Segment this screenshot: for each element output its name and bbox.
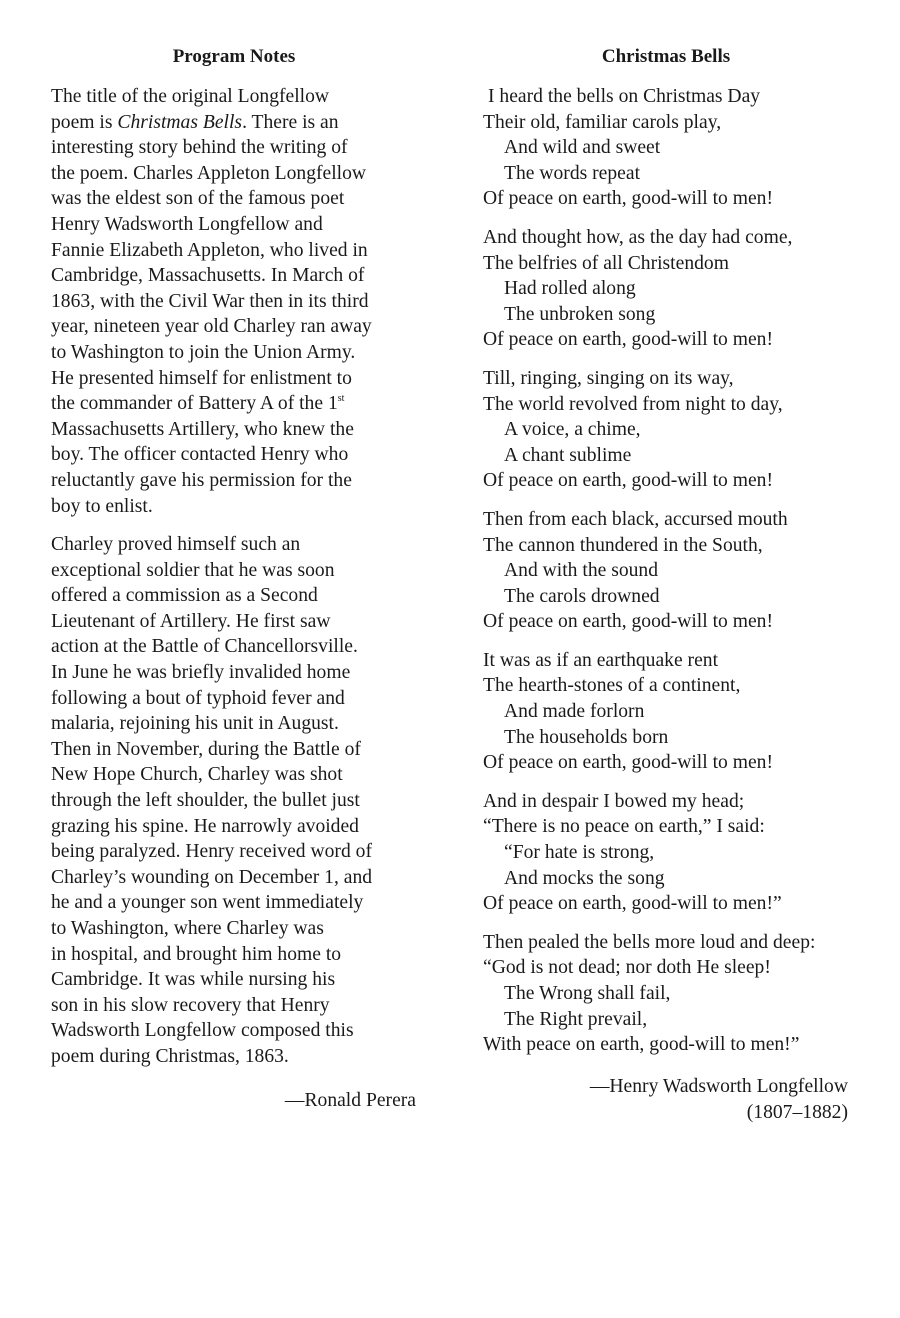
poem-line: Of peace on earth, good-will to men! bbox=[483, 752, 773, 774]
poem-line: Then pealed the bells more loud and deep: bbox=[483, 931, 816, 953]
poem-stanza-3 bbox=[483, 366, 873, 494]
poem-line: Till, ringing, singing on its way, bbox=[483, 367, 734, 389]
poem-stanza-6 bbox=[483, 789, 873, 917]
poem-line: Had rolled along bbox=[504, 278, 636, 300]
notes-line: offered a commission as a Second bbox=[51, 585, 318, 607]
poem-line: The households born bbox=[504, 726, 669, 748]
poem-line: And wild and sweet bbox=[504, 137, 661, 159]
notes-line: 1863, with the Civil War then in its third bbox=[51, 290, 369, 312]
poem-line: And in despair I bowed my head; bbox=[483, 790, 745, 812]
notes-line: grazing his spine. He narrowly avoided bbox=[51, 815, 359, 837]
poem-line: The words repeat bbox=[504, 162, 641, 184]
notes-line: being paralyzed. Henry received word of bbox=[51, 841, 372, 863]
notes-line: poem during Christmas, 1863. bbox=[51, 1045, 289, 1067]
notes-line: Henry Wadsworth Longfellow and bbox=[51, 213, 323, 235]
notes-line: Massachusetts Artillery, who knew the bbox=[51, 418, 354, 440]
poem-line: Of peace on earth, good-will to men! bbox=[483, 188, 773, 210]
notes-line: Wadsworth Longfellow composed this bbox=[51, 1020, 354, 1042]
notes-line: to Washington to join the Union Army. bbox=[51, 341, 356, 363]
notes-line: following a bout of typhoid fever and bbox=[51, 687, 345, 709]
notes-line: action at the Battle of Chancellorsville. bbox=[51, 636, 358, 658]
notes-line: through the left shoulder, the bullet just bbox=[51, 790, 360, 812]
poem-line: Of peace on earth, good-will to men! bbox=[483, 611, 773, 633]
ordinal-suffix: st bbox=[337, 393, 345, 405]
notes-line: New Hope Church, Charley was shot bbox=[51, 764, 343, 786]
notes-line bbox=[51, 110, 423, 136]
poem-line: “For hate is strong, bbox=[504, 842, 655, 864]
poem-line: I heard the bells on Christmas Day bbox=[488, 86, 761, 107]
poem-line: And mocks the song bbox=[504, 867, 665, 889]
poem-line: A voice, a chime, bbox=[504, 419, 641, 441]
notes-line: he and a younger son went immediately bbox=[51, 892, 364, 914]
poem-line: “God is not dead; nor doth He sleep! bbox=[483, 957, 771, 979]
poem-line: The carols drowned bbox=[504, 585, 660, 607]
poem-stanza-4 bbox=[483, 507, 873, 635]
poem-line: It was as if an earthquake rent bbox=[483, 649, 719, 671]
notes-line: Then in November, during the Battle of bbox=[51, 738, 361, 760]
poem-line: The Wrong shall fail, bbox=[504, 983, 671, 1004]
notes-line: exceptional soldier that he was soon bbox=[51, 559, 335, 581]
notes-line: reluctantly gave his permission for the bbox=[51, 469, 352, 491]
notes-signature: —Ronald Perera bbox=[284, 1090, 416, 1111]
poem-line: The Right prevail, bbox=[504, 1008, 648, 1030]
poem-body bbox=[483, 84, 873, 1058]
poem-attribution bbox=[484, 1074, 848, 1126]
poem-line: And made forlorn bbox=[504, 701, 645, 723]
poem-stanza-7 bbox=[483, 930, 873, 1058]
poem-line: And with the sound bbox=[504, 560, 659, 582]
notes-line: Charley’s wounding on December 1, and bbox=[51, 866, 373, 888]
notes-line: to Washington, where Charley was bbox=[51, 918, 324, 939]
notes-line bbox=[51, 391, 423, 417]
poem-stanza-1 bbox=[483, 84, 873, 212]
poem-line: And thought how, as the day had come, bbox=[483, 226, 793, 248]
program-notes-body bbox=[51, 84, 423, 1070]
notes-line: boy. The officer contacted Henry who bbox=[51, 444, 349, 466]
poem-stanza-5 bbox=[483, 648, 873, 776]
poem-line: A chant sublime bbox=[504, 444, 632, 466]
notes-line: interesting story behind the writing of bbox=[51, 137, 348, 159]
notes-line: Cambridge. It was while nursing his bbox=[51, 969, 336, 991]
poem-line: The cannon thundered in the South, bbox=[483, 534, 763, 556]
notes-line: The title of the original Longfellow bbox=[51, 86, 330, 107]
notes-line: in hospital, and brought him home to bbox=[51, 943, 342, 965]
poem-author-dates: (1807–1882) bbox=[746, 1102, 848, 1123]
poem-title-heading: Christmas Bells bbox=[601, 46, 731, 67]
poem-line: The unbroken song bbox=[504, 303, 656, 325]
notes-line: He presented himself for enlistment to bbox=[51, 367, 352, 389]
poem-author: —Henry Wadsworth Longfellow bbox=[589, 1076, 848, 1097]
notes-paragraph-1 bbox=[51, 84, 423, 519]
notes-line: year, nineteen year old Charley ran away bbox=[51, 316, 372, 338]
notes-text: . There is an bbox=[242, 111, 339, 133]
poem-title-reference: Christmas Bells bbox=[117, 111, 243, 133]
notes-text: poem is bbox=[51, 111, 118, 133]
poem-line: Of peace on earth, good-will to men! bbox=[483, 329, 773, 351]
notes-line: Fannie Elizabeth Appleton, who lived in bbox=[51, 239, 368, 261]
notes-line: Cambridge, Massachusetts. In March of bbox=[51, 265, 365, 287]
notes-line: the poem. Charles Appleton Longfellow bbox=[51, 162, 367, 184]
poem-stanza-2 bbox=[483, 225, 873, 353]
notes-line: son in his slow recovery that Henry bbox=[51, 994, 330, 1016]
poem-line: The hearth-stones of a continent, bbox=[483, 675, 741, 697]
notes-line: In June he was briefly invalided home bbox=[51, 662, 351, 684]
poem-line: The world revolved from night to day, bbox=[483, 393, 783, 415]
notes-line: boy to enlist. bbox=[51, 495, 153, 517]
poem-line: “There is no peace on earth,” I said: bbox=[483, 816, 765, 838]
notes-line: Lieutenant of Artillery. He first saw bbox=[51, 610, 331, 632]
poem-line: Of peace on earth, good-will to men!” bbox=[483, 893, 782, 915]
poem-line: Their old, familiar carols play, bbox=[483, 111, 722, 133]
notes-paragraph-2 bbox=[51, 532, 423, 1069]
notes-line: malaria, rejoining his unit in August. bbox=[51, 713, 339, 735]
notes-line: was the eldest son of the famous poet bbox=[51, 188, 345, 210]
poem-line: Then from each black, accursed mouth bbox=[483, 508, 788, 530]
program-notes-heading: Program Notes bbox=[172, 46, 296, 67]
notes-text: the commander of Battery A of the 1 bbox=[51, 393, 338, 415]
poem-line: Of peace on earth, good-will to men! bbox=[483, 470, 773, 492]
poem-line: The belfries of all Christendom bbox=[483, 252, 729, 274]
poem-line: With peace on earth, good-will to men!” bbox=[483, 1034, 800, 1056]
notes-line: Charley proved himself such an bbox=[51, 534, 301, 556]
